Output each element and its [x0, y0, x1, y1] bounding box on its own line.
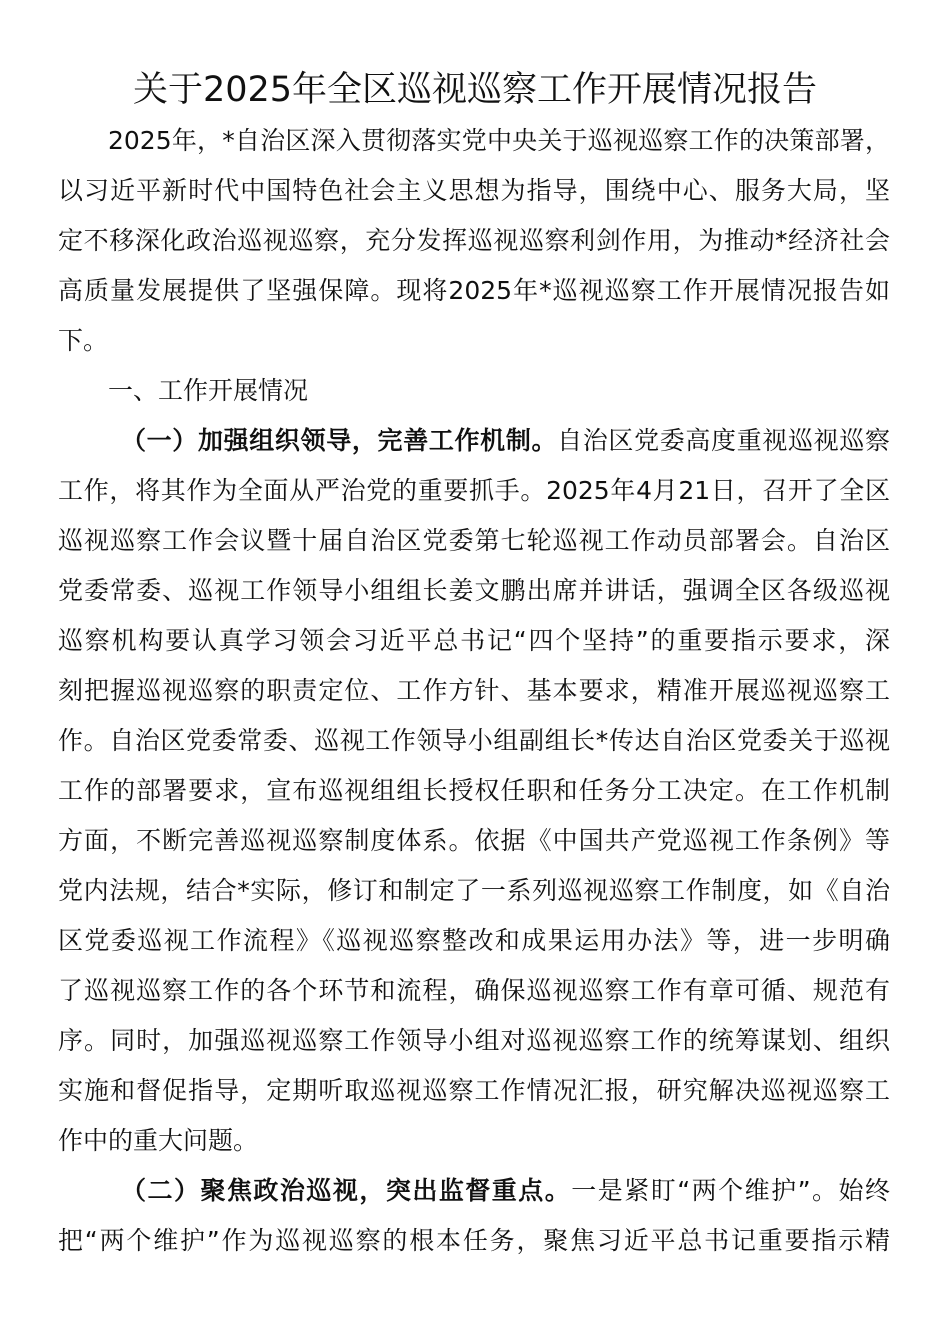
document-title: 关于2025年全区巡视巡察工作开展情况报告: [132, 70, 818, 110]
text-line: 作。自治区党委常委、巡视工作领导小组副组长*传达自治区党委关于巡视: [58, 726, 890, 755]
subsection-1-paragraph: [58, 416, 890, 1166]
text-line: [58, 1166, 890, 1216]
text-line: 实施和督促指导，定期听取巡视巡察工作情况汇报，研究解决巡视巡察工: [58, 1076, 890, 1105]
text-segment: 一是紧盯“两个维护”。始终: [571, 1176, 890, 1205]
intro-paragraph: [58, 116, 890, 366]
text-line: 巡察机构要认真学习领会习近平总书记“四个坚持”的重要指示要求，深: [58, 626, 890, 655]
text-line: 以习近平新时代中国特色社会主义思想为指导，围绕中心、服务大局，坚: [58, 176, 890, 205]
text-line: 区党委巡视工作流程》《巡视巡察整改和成果运用办法》等，进一步明确: [58, 926, 890, 955]
text-line: 定不移深化政治巡视巡察，充分发挥巡视巡察利剑作用，为推动*经济社会: [58, 226, 890, 255]
text-line: 工作，将其作为全面从严治党的重要抓手。2025年4月21日，召开了全区: [58, 476, 890, 505]
text-segment: 自治区党委高度重视巡视巡察: [557, 426, 890, 455]
text-line: 把“两个维护”作为巡视巡察的根本任务，聚焦习近平总书记重要指示精: [58, 1226, 890, 1255]
document-body: [58, 116, 890, 1266]
text-line: 高质量发展提供了坚强保障。现将2025年*巡视巡察工作开展情况报告如: [58, 276, 890, 305]
text-line: 巡视巡察工作会议暨十届自治区党委第七轮巡视工作动员部署会。自治区: [58, 526, 890, 555]
text-line: 2025年，*自治区深入贯彻落实党中央关于巡视巡察工作的决策部署，: [108, 126, 890, 155]
text-line: 序。同时，加强巡视巡察工作领导小组对巡视巡察工作的统筹谋划、组织: [58, 1026, 890, 1055]
text-line: 了巡视巡察工作的各个环节和流程，确保巡视巡察工作有章可循、规范有: [58, 976, 890, 1005]
text-line: 下。: [58, 326, 109, 355]
subsection-2-paragraph: [58, 1166, 890, 1266]
section-heading: 一、工作开展情况: [108, 376, 309, 405]
text-line: 党内法规，结合*实际，修订和制定了一系列巡视巡察工作制度，如《自治: [58, 876, 890, 905]
text-line: 党委常委、巡视工作领导小组组长姜文鹏出席并讲话，强调全区各级巡视: [58, 576, 890, 605]
text-line: [58, 416, 890, 466]
text-line: 方面，不断完善巡视巡察制度体系。依据《中国共产党巡视工作条例》等: [58, 826, 890, 855]
text-line: 工作的部署要求，宣布巡视组组长授权任职和任务分工决定。在工作机制: [58, 776, 890, 805]
subsection-2-title: （二）聚焦政治巡视，突出监督重点。: [121, 1176, 572, 1205]
text-line: 刻把握巡视巡察的职责定位、工作方针、基本要求，精准开展巡视巡察工: [58, 676, 890, 705]
text-line: 作中的重大问题。: [58, 1126, 259, 1155]
subsection-1-title: （一）加强组织领导，完善工作机制。: [121, 426, 558, 455]
